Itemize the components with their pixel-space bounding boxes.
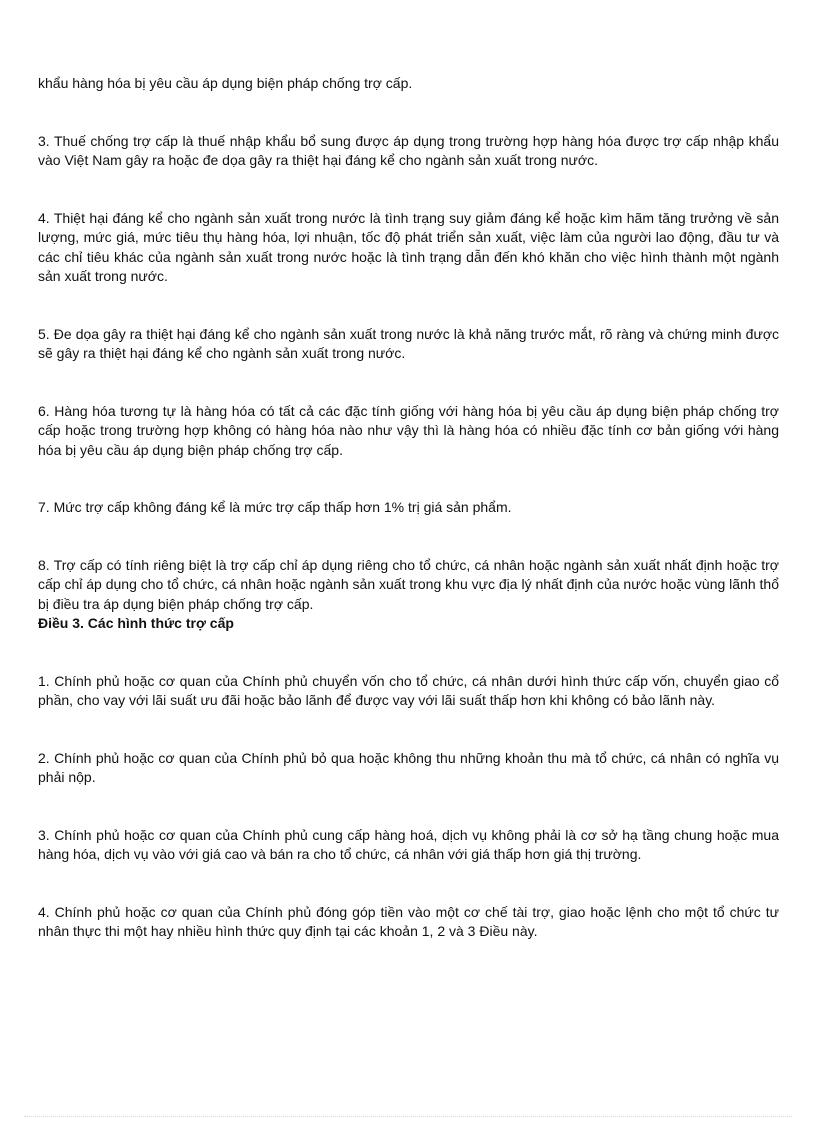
paragraph-clause-8: 8. Trợ cấp có tính riêng biệt là trợ cấp chỉ áp dụng riêng cho tổ chức, cá nhân hoặc ngành sản xuất nhất định hoặc trợ cấp chỉ áp dụng cho tổ chức, cá nhân hoặc ngành sản xuất trong khu vực địa lý nhất định của nước hoặc vùng lãnh thổ bị điều tra áp dụng biện pháp chống trợ cấp. xyxy=(38,556,779,612)
paragraph-clause-5: 5. Đe dọa gây ra thiệt hại đáng kể cho ngành sản xuất trong nước là khả năng trước mắt, rõ ràng và chứng minh được sẽ gây ra thiệt hại đáng kể cho ngành sản xuất trong nước. xyxy=(38,325,779,361)
paragraph-clause-4: 4. Thiệt hại đáng kể cho ngành sản xuất trong nước là tình trạng suy giảm đáng kể hoặc kìm hãm tăng trưởng về sản lượng, mức giá, mức tiêu thụ hàng hóa, lợi nhuận, tốc độ phát triển sản xuất, việc làm của người lao động, đầu tư và các chỉ tiêu khác của ngành sản xuất trong nước hoặc là tình trạng dẫn đến khó khăn cho việc hình thành một ngành sản xuất trong nước. xyxy=(38,209,779,284)
page-bottom-divider xyxy=(24,1116,792,1117)
section-paragraph-4: 4. Chính phủ hoặc cơ quan của Chính phủ đóng góp tiền vào một cơ chế tài trợ, giao hoặc lệnh cho một tổ chức tư nhân thực thi một hay nhiều hình thức quy định tại các khoản 1, 2 và 3 Điều này. xyxy=(38,903,779,939)
section-heading: Điều 3. Các hình thức trợ cấp xyxy=(38,615,234,631)
section-paragraph-1: 1. Chính phủ hoặc cơ quan của Chính phủ chuyển vốn cho tổ chức, cá nhân dưới hình thức cấp vốn, chuyển giao cổ phần, cho vay với lãi suất ưu đãi hoặc bảo lãnh để được vay với lãi suất thấp hơn khi không có bảo lãnh này. xyxy=(38,672,779,708)
section-paragraph-3: 3. Chính phủ hoặc cơ quan của Chính phủ cung cấp hàng hoá, dịch vụ không phải là cơ sở hạ tầng chung hoặc mua hàng hóa, dịch vụ vào với giá cao và bán ra cho tổ chức, cá nhân với giá thấp hơn giá thị trường. xyxy=(38,826,779,862)
paragraph-clause-3: 3. Thuế chống trợ cấp là thuế nhập khẩu bổ sung được áp dụng trong trường hợp hàng hóa được trợ cấp nhập khẩu vào Việt Nam gây ra hoặc đe dọa gây ra thiệt hại đáng kể cho ngành sản xuất trong nước. xyxy=(38,132,779,168)
document-body xyxy=(38,74,779,942)
paragraph-clause-7: 7. Mức trợ cấp không đáng kể là mức trợ cấp thấp hơn 1% trị giá sản phẩm. xyxy=(38,499,512,515)
section-paragraph-2: 2. Chính phủ hoặc cơ quan của Chính phủ bỏ qua hoặc không thu những khoản thu mà tổ chức, cá nhân có nghĩa vụ phải nộp. xyxy=(38,749,779,785)
paragraph-clause-6: 6. Hàng hóa tương tự là hàng hóa có tất cả các đặc tính giống với hàng hóa bị yêu cầu áp dụng biện pháp chống trợ cấp hoặc trong trường hợp không có hàng hóa nào như vậy thì là hàng hóa có nhiều đặc tính cơ bản giống với hàng hóa bị yêu cầu áp dụng biện pháp chống trợ cấp. xyxy=(38,402,779,458)
paragraph-continuation: khẩu hàng hóa bị yêu cầu áp dụng biện pháp chống trợ cấp. xyxy=(38,75,413,91)
